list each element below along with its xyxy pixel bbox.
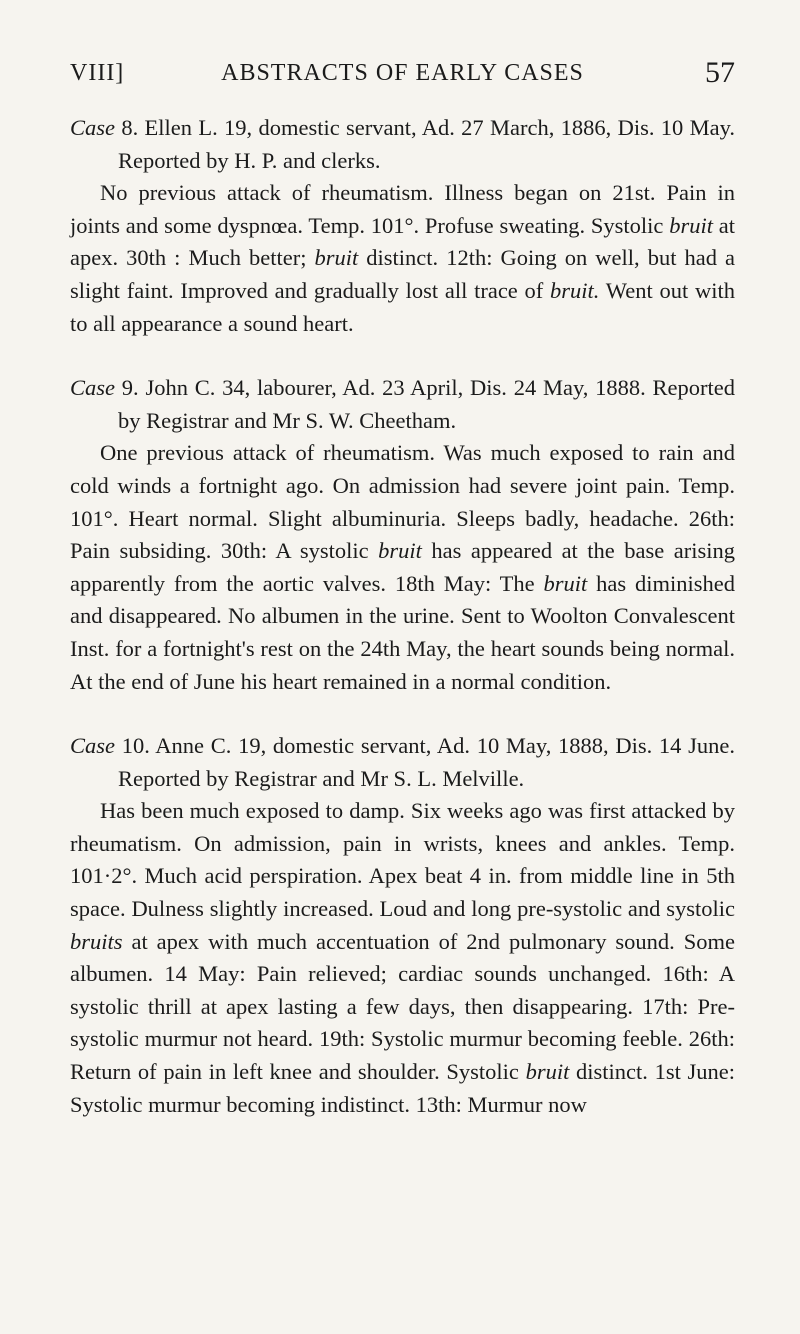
case-heading-text: Anne C. 19, domestic servant, Ad. 10 May, 1888, Dis. 14 June. Reported by Registrar and Mr S. L. Melville. bbox=[118, 733, 735, 791]
text-run: One previous attack of rheumatism. Was much exposed to rain and cold winds a fortnight ago. On admission had severe joint pain. Temp. 101°. Heart normal. Slight albuminuria. Sleeps badly, headache. 26th: Pain subsiding. 30th: A systolic bbox=[70, 440, 735, 564]
text-run: Went out with to all appearance a sound heart. bbox=[70, 277, 735, 336]
text-run: distinct. 1st June: Systolic murmur becoming indistinct. 13th: Murmur now bbox=[70, 1059, 735, 1117]
text-run: has appeared at the base arising apparently from the aortic valves. 18th May: The bbox=[70, 538, 735, 596]
text-run: at apex with much accentuation of 2nd pulmonary sound. Some albumen. 14 May: Pain relieved; cardiac sounds unchanged. 16th: A systolic thrill at apex lasting a few days, then disappearing. 17th: Pre-systolic murmur not heard. 19th: Systolic murmur becoming feeble. 26th: Return of pain in left knee and shoulder. Systolic bbox=[70, 928, 735, 1085]
italic-term: bruit bbox=[669, 212, 713, 238]
case-9 bbox=[70, 372, 735, 698]
italic-term: bruit bbox=[543, 570, 588, 596]
case-heading bbox=[70, 730, 735, 795]
italic-term: bruit. bbox=[550, 277, 600, 303]
text-run: has diminished and disappeared. No albumen in the urine. Sent to Woolton Convalescent Inst. for a fortnight's rest on the 24th May, the heart sounds being normal. At the end of June his heart remained in a normal condition. bbox=[70, 570, 735, 694]
case-number: 10. bbox=[121, 733, 150, 759]
text-run: at apex. 30th : Much better; bbox=[70, 212, 735, 271]
running-header bbox=[70, 56, 735, 96]
case-heading-text: John C. 34, labourer, Ad. 23 April, Dis. 24 May, 1888. Reported by Registrar and Mr S. W. Cheetham. bbox=[118, 375, 736, 433]
case-paragraph bbox=[70, 177, 735, 340]
case-label: Case bbox=[70, 115, 115, 140]
text-run: Has been much exposed to damp. Six weeks ago was first attacked by rheumatism. On admission, pain in wrists, knees and ankles. Temp. 101·2°. Much acid perspiration. Apex beat 4 in. from middle line in 5th space. Dulness slightly increased. Loud and long pre-systolic and systolic bbox=[70, 798, 735, 922]
text-run: distinct. 12th: Going on well, but had a slight faint. Improved and gradually lost all trace of bbox=[70, 245, 735, 303]
italic-term: bruit bbox=[314, 245, 359, 271]
italic-term: bruit bbox=[378, 538, 422, 564]
italic-term: bruit bbox=[525, 1059, 570, 1085]
chapter-marker: VIII] bbox=[70, 60, 125, 86]
text-run: No previous attack of rheumatism. Illness began on 21st. Pain in joints and some dyspnœa. Temp. 101°. Profuse sweating. Systolic bbox=[70, 180, 735, 238]
case-paragraph bbox=[70, 795, 735, 1121]
page-number: 57 bbox=[705, 56, 735, 89]
case-heading bbox=[70, 372, 735, 437]
case-number: 9. bbox=[121, 375, 139, 401]
case-label: Case bbox=[70, 733, 115, 759]
italic-term: bruits bbox=[70, 928, 123, 954]
running-title: ABSTRACTS OF EARLY CASES bbox=[221, 60, 584, 86]
case-heading bbox=[70, 112, 735, 177]
case-10 bbox=[70, 730, 735, 1121]
case-label: Case bbox=[70, 375, 115, 401]
case-heading-text: Ellen L. 19, domestic servant, Ad. 27 March, 1886, Dis. 10 May. Reported by H. P. and clerks. bbox=[118, 115, 736, 173]
case-paragraph bbox=[70, 437, 735, 698]
case-8 bbox=[70, 112, 735, 340]
case-number: 8. bbox=[121, 115, 139, 140]
page-body bbox=[70, 112, 735, 1153]
